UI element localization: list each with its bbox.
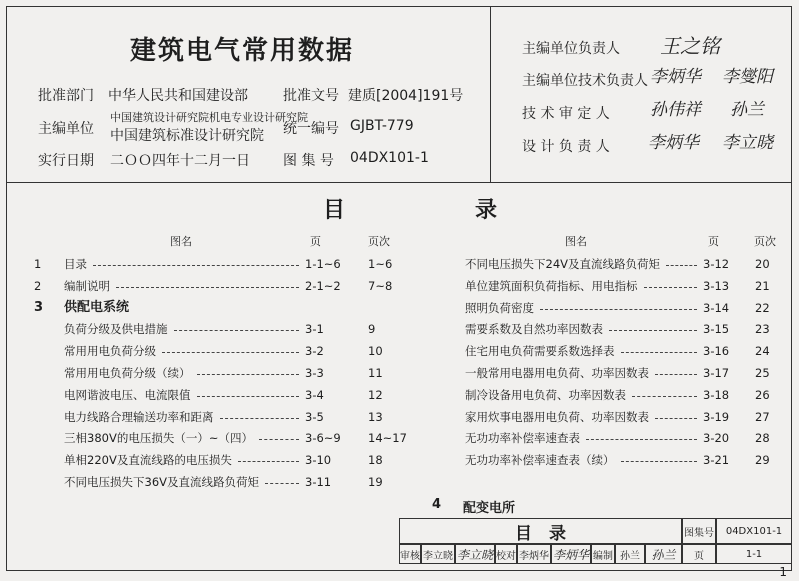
toc-entry-seq: 9 — [368, 322, 376, 337]
page-label-cell — [682, 544, 716, 564]
toc-entry-seq: 1~6 — [368, 257, 393, 271]
signature-review-1: 孙伟祥 — [650, 100, 701, 120]
compile-signature: 孙兰 — [651, 547, 676, 562]
toc-entry-name: 单位建筑面积负荷指标、用电指标 — [465, 278, 638, 293]
header-bottom-rule — [6, 182, 792, 183]
toc-entry-seq: 23 — [755, 322, 770, 337]
section-4-number: 4 — [432, 497, 442, 512]
toc-section-title: 供配电系统 — [64, 299, 130, 315]
toc-entry-page: 3-1 — [305, 322, 324, 337]
toc-entry-name: 需要系数及自然功率因数表 — [465, 322, 603, 337]
toc-entry-page: 3-20 — [703, 431, 730, 446]
toc-leader-line — [644, 287, 697, 288]
toc-entry-seq: 14~17 — [368, 431, 407, 446]
signature-tech-1: 李炳华 — [650, 67, 701, 87]
toc-entry-name: 无功功率补偿率速查表（续） — [465, 453, 615, 468]
toc-row-number: 2 — [34, 278, 42, 293]
toc-heading-left: 目 — [323, 198, 346, 223]
toc-entry-name: 住宅用电负荷需要系数选择表 — [465, 344, 615, 359]
compile-label: 编制 — [593, 550, 613, 562]
toc-entry-seq: 10 — [368, 344, 383, 359]
toc-entry-page: 3-17 — [703, 366, 730, 380]
toc-entry-page: 2-1~2 — [305, 278, 341, 293]
toc-entry-page: 3-4 — [305, 387, 324, 402]
editor-label: 主编单位 — [38, 121, 94, 137]
review-signature: 李立晓 — [456, 547, 493, 562]
resp-label-tech: 主编单位技术负责人 — [522, 73, 648, 89]
proof-label: 校对 — [496, 550, 516, 562]
compile-label-cell — [591, 544, 615, 564]
toc-entry-page: 3-10 — [305, 453, 332, 468]
toc-entry-seq: 11 — [368, 366, 383, 380]
col-header-name-left: 图名 — [170, 235, 192, 248]
proof-name-cell — [517, 544, 551, 564]
titleblock-title-cell — [399, 518, 682, 544]
col-header-name-right: 图名 — [565, 235, 587, 248]
toc-entry-seq: 19 — [368, 475, 383, 489]
toc-leader-line — [655, 418, 697, 419]
col-header-page-right: 页 — [708, 235, 719, 248]
toc-leader-line — [197, 396, 299, 397]
proof-name: 李炳华 — [519, 550, 549, 562]
signature-review-2: 孙兰 — [730, 100, 764, 120]
document-title: 建筑电气常用数据 — [130, 36, 355, 66]
toc-entry-name: 负荷分级及供电措施 — [64, 322, 168, 337]
toc-leader-line — [116, 287, 299, 288]
toc-leader-line — [93, 265, 299, 266]
resp-label-review: 技 术 审 定 人 — [522, 106, 610, 122]
toc-entry-page: 3-13 — [703, 278, 730, 293]
editor-line2: 中国建筑标准设计研究院 — [110, 128, 264, 144]
toc-leader-line — [666, 265, 697, 266]
toc-entry-name: 家用炊事电器用电负荷、功率因数表 — [465, 409, 649, 424]
toc-entry-seq: 7~8 — [368, 278, 393, 293]
toc-entry-page: 3-18 — [703, 387, 730, 402]
compile-name: 孙兰 — [620, 550, 640, 562]
toc-entry-page: 3-5 — [305, 409, 324, 424]
toc-entry-name: 单相220V及直流线路的电压损失 — [64, 453, 232, 468]
toc-entry-seq: 22 — [755, 300, 770, 315]
toc-entry-page: 3-2 — [305, 344, 324, 359]
col-header-seq-left: 页次 — [368, 235, 390, 248]
toc-entry-seq: 28 — [755, 431, 770, 446]
col-header-seq-right: 页次 — [754, 235, 776, 248]
toc-entry-seq: 26 — [755, 387, 770, 402]
signature-design-1: 李炳华 — [648, 133, 699, 153]
toc-entry-page: 3-21 — [703, 453, 730, 468]
toc-leader-line — [621, 461, 697, 462]
proof-signature: 李炳华 — [552, 547, 589, 562]
toc-entry-name: 不同电压损失下36V及直流线路负荷矩 — [64, 475, 259, 489]
toc-entry-seq: 13 — [368, 409, 383, 424]
toc-entry-page: 3-3 — [305, 366, 324, 380]
toc-leader-line — [197, 374, 299, 375]
resp-label-chief: 主编单位负责人 — [522, 41, 620, 57]
toc-entry-name: 电网谐波电压、电流限值 — [64, 387, 191, 402]
review-label-cell — [399, 544, 421, 564]
col-header-page-left: 页 — [310, 235, 321, 248]
toc-entry-seq: 24 — [755, 344, 770, 359]
toc-row-number: 3 — [34, 299, 44, 315]
toc-entry-page: 3-6~9 — [305, 431, 341, 446]
compile-name-cell — [615, 544, 645, 564]
unified-no-label: 统一编号 — [283, 121, 339, 137]
toc-entry-seq: 12 — [368, 387, 383, 402]
approver-label: 批准部门 — [38, 88, 94, 104]
toc-entry-seq: 20 — [755, 257, 770, 271]
signature-design-2: 李立晓 — [722, 133, 773, 153]
proof-label-cell — [495, 544, 517, 564]
toc-entry-name: 常用用电负荷分级 — [64, 344, 156, 359]
section-4-title: 配变电所 — [463, 501, 516, 516]
toc-leader-line — [265, 483, 299, 484]
toc-leader-line — [540, 309, 697, 310]
resp-label-design: 设 计 负 责 人 — [522, 139, 610, 155]
toc-entry-name: 不同电压损失下24V及直流线路负荷矩 — [465, 257, 660, 271]
titleblock-atlas-value-cell — [716, 518, 792, 544]
signature-tech-2: 李燮阳 — [722, 67, 773, 87]
unified-no-value: GJBT-779 — [350, 118, 414, 134]
toc-entry-seq: 21 — [755, 278, 770, 293]
toc-leader-line — [655, 374, 697, 375]
atlas-no-label: 图 集 号 — [283, 153, 334, 169]
review-label: 审核 — [400, 550, 420, 562]
date-value: 二ＯＯ四年十二月一日 — [110, 153, 250, 169]
toc-entry-page: 3-12 — [703, 257, 730, 271]
header-vertical-divider — [490, 6, 491, 182]
proof-signature-cell — [551, 544, 591, 564]
toc-entry-seq: 18 — [368, 453, 383, 468]
toc-row-number: 1 — [34, 257, 42, 271]
review-name-cell — [421, 544, 455, 564]
toc-entry-name: 电力线路合理输送功率和距离 — [64, 409, 214, 424]
review-name: 李立晓 — [423, 550, 453, 562]
page-value: 1-1 — [745, 548, 763, 560]
toc-entry-name: 无功功率补偿率速查表 — [465, 431, 580, 446]
toc-entry-seq: 25 — [755, 366, 770, 380]
page-label: 页 — [694, 550, 704, 562]
atlas-no-value: 04DX101-1 — [350, 150, 429, 166]
toc-leader-line — [632, 396, 697, 397]
toc-entry-page: 3-14 — [703, 300, 730, 315]
approval-doc-value: 建质[2004]191号 — [348, 88, 464, 104]
toc-entry-name: 目录 — [64, 257, 87, 271]
toc-leader-line — [162, 352, 299, 353]
toc-entry-page: 3-16 — [703, 344, 730, 359]
toc-entry-page: 3-11 — [305, 475, 332, 489]
toc-entry-name: 常用用电负荷分级（续） — [64, 366, 191, 380]
page-value-cell — [716, 544, 792, 564]
approver-value: 中华人民共和国建设部 — [108, 88, 248, 104]
toc-entry-page: 3-15 — [703, 322, 730, 337]
toc-leader-line — [586, 439, 697, 440]
review-signature-cell — [455, 544, 495, 564]
toc-heading-right: 录 — [475, 198, 498, 223]
toc-entry-page: 1-1~6 — [305, 257, 341, 271]
sheet-page-number: 1 — [779, 565, 787, 579]
toc-leader-line — [174, 330, 299, 331]
toc-entry-seq: 29 — [755, 453, 770, 468]
toc-entry-name: 照明负荷密度 — [465, 300, 534, 315]
toc-entry-name: 一般常用电器用电负荷、功率因数表 — [465, 366, 649, 380]
titleblock-atlas-value: 04DX101-1 — [725, 525, 783, 537]
toc-entry-name: 编制说明 — [64, 278, 110, 293]
approval-doc-label: 批准文号 — [283, 88, 339, 104]
titleblock-atlas-label: 图集号 — [684, 527, 714, 539]
toc-leader-line — [220, 418, 299, 419]
toc-leader-line — [238, 461, 299, 462]
editor-line1: 中国建筑设计研究院机电专业设计研究院 — [110, 111, 308, 124]
toc-entry-seq: 27 — [755, 409, 770, 424]
titleblock-title: 目 录 — [515, 523, 566, 544]
signature-chief: 王之铭 — [660, 34, 720, 58]
toc-leader-line — [259, 439, 299, 440]
compile-signature-cell — [645, 544, 682, 564]
toc-leader-line — [621, 352, 697, 353]
toc-leader-line — [609, 330, 697, 331]
toc-entry-page: 3-19 — [703, 409, 730, 424]
toc-entry-name: 制冷设备用电负荷、功率因数表 — [465, 387, 626, 402]
date-label: 实行日期 — [38, 153, 94, 169]
titleblock-atlas-label-cell — [682, 518, 716, 544]
toc-entry-name: 三相380V的电压损失（一）~（四） — [64, 431, 253, 446]
